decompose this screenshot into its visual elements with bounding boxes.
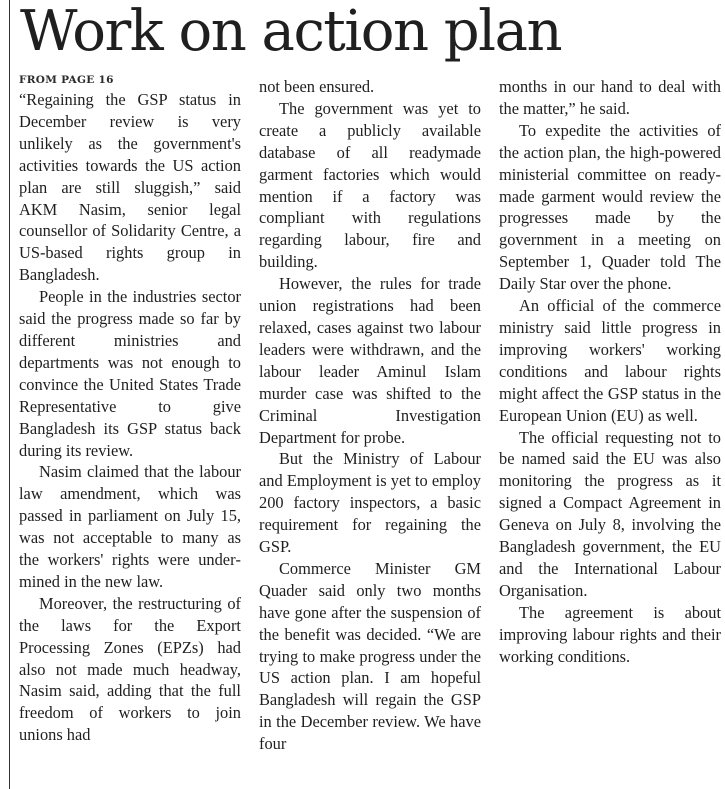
- paragraph: months in our hand to deal with the matter,” he said.: [499, 77, 721, 118]
- paragraph: People in the industries sector said the progress made so far by different ministries and departments was not enough to convince the United States Trade Representative to give Bangladesh its GSP status back during its review.: [19, 287, 241, 460]
- paragraph: “Regaining the GSP status in December review is very unlikely as the government's activities towards the US action plan are still sluggish,” said AKM Nasim, senior legal counsellor of Solidarity Centre, a US-based rights group in Bangladesh.: [19, 90, 241, 285]
- article-body: [19, 72, 721, 789]
- column-rule: [9, 0, 10, 789]
- paragraph: To expedite the activities of the action plan, the high-powered ministerial committee on ready-made garment would review the progresses made by the government in a meeting on September 1, Quader told The Daily Star over the phone.: [499, 120, 721, 294]
- paragraph: Moreover, the restructuring of the laws for the Export Processing Zones (EPZs) had also not made much headway, Nasim said, adding that the full freedom of workers to join unions had: [19, 593, 241, 745]
- paragraph: An official of the commerce ministry said little progress in improving workers' working conditions and labour rights might affect the GSP status in the European Union (EU) as well.: [499, 296, 721, 425]
- paragraph: The government was yet to create a publicly available database of all readymade garment factories which would mention if a factory was compliant with regulations regarding labour, fire and building.: [259, 98, 481, 272]
- paragraph: not been ensured.: [259, 77, 375, 96]
- column-1: [19, 72, 241, 789]
- column-2: [259, 76, 481, 789]
- paragraph: Commerce Minister GM Quader said only two months have gone after the suspension of the benefit was decided. “We are trying to make progress under the US action plan. I am hopeful Bangladesh will regain the GSP in the December review. We have four: [259, 558, 481, 754]
- paragraph: Nasim claimed that the labour law amendment, which was passed in parliament on July 15, was not acceptable to many as the workers' rights were undermined in the new law.: [19, 462, 241, 591]
- paragraph: The agreement is about improving labour rights and their working conditions.: [499, 602, 721, 666]
- paragraph: The official requesting not to be named said the EU was also monitoring the progress as it signed a Compact Agreement in Geneva on July 8, involving the Bangladesh government, the EU and the International Labour Organisation.: [499, 427, 721, 600]
- column-3: [499, 76, 721, 789]
- dateline: FROM PAGE 16: [19, 74, 114, 86]
- paragraph: But the Ministry of Labour and Employment is yet to employ 200 factory inspectors, a basic requirement for regaining the GSP.: [259, 449, 481, 557]
- headline: Work on action plan: [20, 0, 562, 64]
- paragraph: However, the rules for trade union registrations had been relaxed, cases against two labour leaders were withdrawn, and the labour leader Aminul Islam murder case was shifted to the Criminal Investigation Department for probe.: [259, 274, 481, 447]
